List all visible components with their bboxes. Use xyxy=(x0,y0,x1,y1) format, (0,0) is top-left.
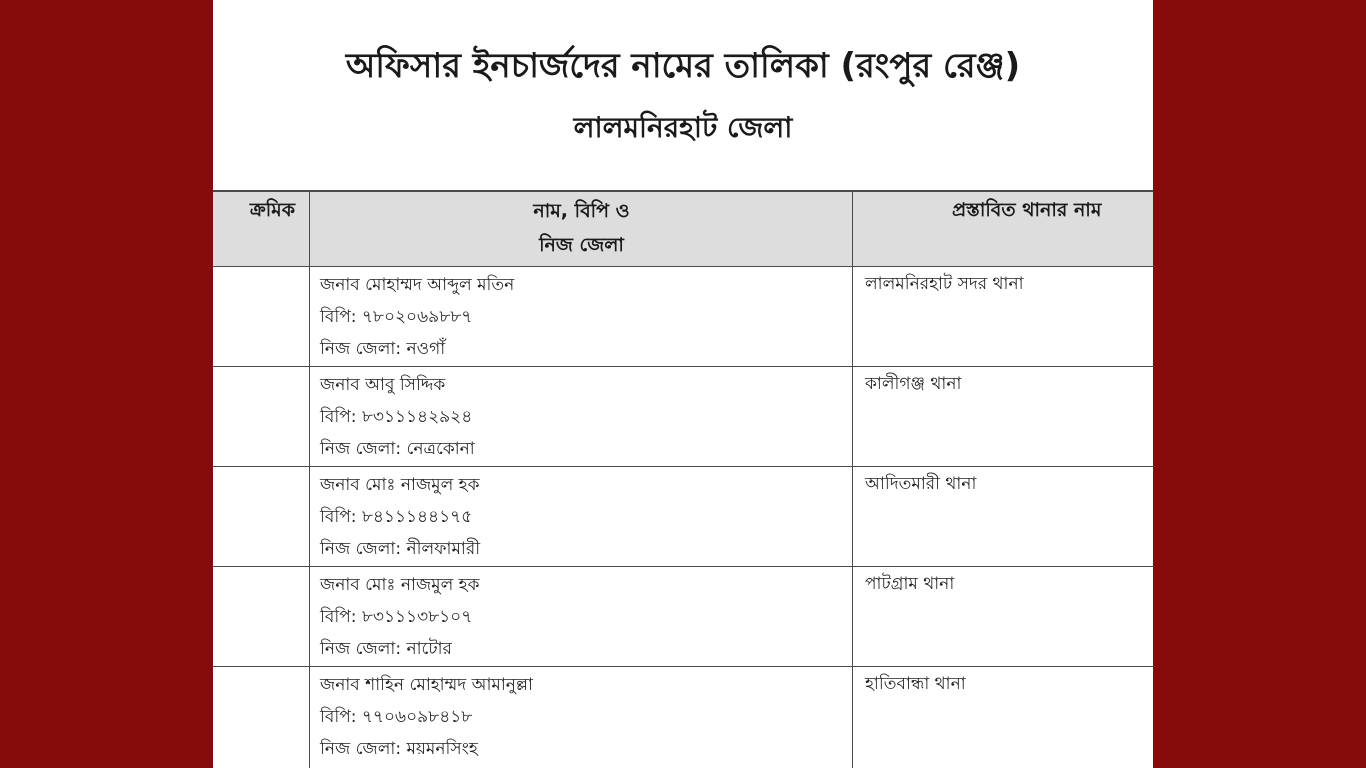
document-title: অফিসার ইনচার্জদের নামের তালিকা (রংপুর রেঞ্জ) xyxy=(345,46,1021,86)
officer-name: জনাব আবু সিদ্দিক xyxy=(320,375,446,395)
header-station: প্রস্তাবিত থানার নাম xyxy=(952,199,1102,221)
officer-bp: বিপি: ৮৪১১১৪৪১৭৫ xyxy=(320,507,473,527)
officer-name: জনাব মোঃ নাজমুল হক xyxy=(320,475,480,495)
officer-district: নিজ জেলা: নেত্রকোনা xyxy=(320,439,475,459)
serial-cell xyxy=(213,667,310,768)
proposed-station: কালীগঞ্জ থানা xyxy=(865,374,962,394)
station-cell xyxy=(853,467,1153,566)
station-cell xyxy=(853,667,1153,768)
table-row xyxy=(213,567,1153,667)
serial-cell xyxy=(213,267,310,366)
header-serial: ক্রমিক xyxy=(249,199,295,221)
station-cell xyxy=(853,367,1153,466)
officer-name: জনাব শাহিন মোহাম্মদ আমানুল্লা xyxy=(320,675,533,695)
name-cell xyxy=(310,267,853,366)
proposed-station: লালমনিরহাট সদর থানা xyxy=(865,274,1024,294)
name-cell xyxy=(310,467,853,566)
header-name-line1: নাম, বিপি ও xyxy=(533,200,630,222)
officer-district: নিজ জেলা: নওগাঁ xyxy=(320,339,446,359)
station-cell xyxy=(853,567,1153,666)
name-cell xyxy=(310,667,853,768)
header-station-cell xyxy=(853,190,1153,267)
header-serial-cell xyxy=(213,190,310,267)
header-name-cell xyxy=(310,190,853,267)
serial-cell xyxy=(213,367,310,466)
table-row xyxy=(213,267,1153,367)
table-row xyxy=(213,467,1153,567)
header-name-line2: নিজ জেলা xyxy=(539,234,624,256)
name-cell xyxy=(310,367,853,466)
proposed-station: আদিতমারী থানা xyxy=(865,474,977,494)
officer-district: নিজ জেলা: নাটোর xyxy=(320,639,452,659)
station-cell xyxy=(853,267,1153,366)
officer-name: জনাব মোহাম্মদ আব্দুল মতিন xyxy=(320,275,515,295)
officer-bp: বিপি: ৮৩১১১৪২৯২৪ xyxy=(320,407,473,427)
table-row xyxy=(213,667,1153,768)
document-subtitle: লালমনিরহাট জেলা xyxy=(573,111,793,144)
document-page xyxy=(213,0,1153,768)
officer-district: নিজ জেলা: ময়মনসিংহ xyxy=(320,739,478,759)
proposed-station: হাতিবান্ধা থানা xyxy=(865,674,966,694)
table-row xyxy=(213,367,1153,467)
officer-bp: বিপি: ৭৭০৬০৯৮৪১৮ xyxy=(320,707,473,727)
officer-district: নিজ জেলা: নীলফামারী xyxy=(320,539,481,559)
officer-bp: বিপি: ৮৩১১১৩৮১০৭ xyxy=(320,607,473,627)
proposed-station: পাটগ্রাম থানা xyxy=(865,574,955,594)
serial-cell xyxy=(213,467,310,566)
officer-bp: বিপি: ৭৮০২০৬৯৮৮৭ xyxy=(320,307,473,327)
serial-cell xyxy=(213,567,310,666)
name-cell xyxy=(310,567,853,666)
officer-name: জনাব মোঃ নাজমুল হক xyxy=(320,575,480,595)
